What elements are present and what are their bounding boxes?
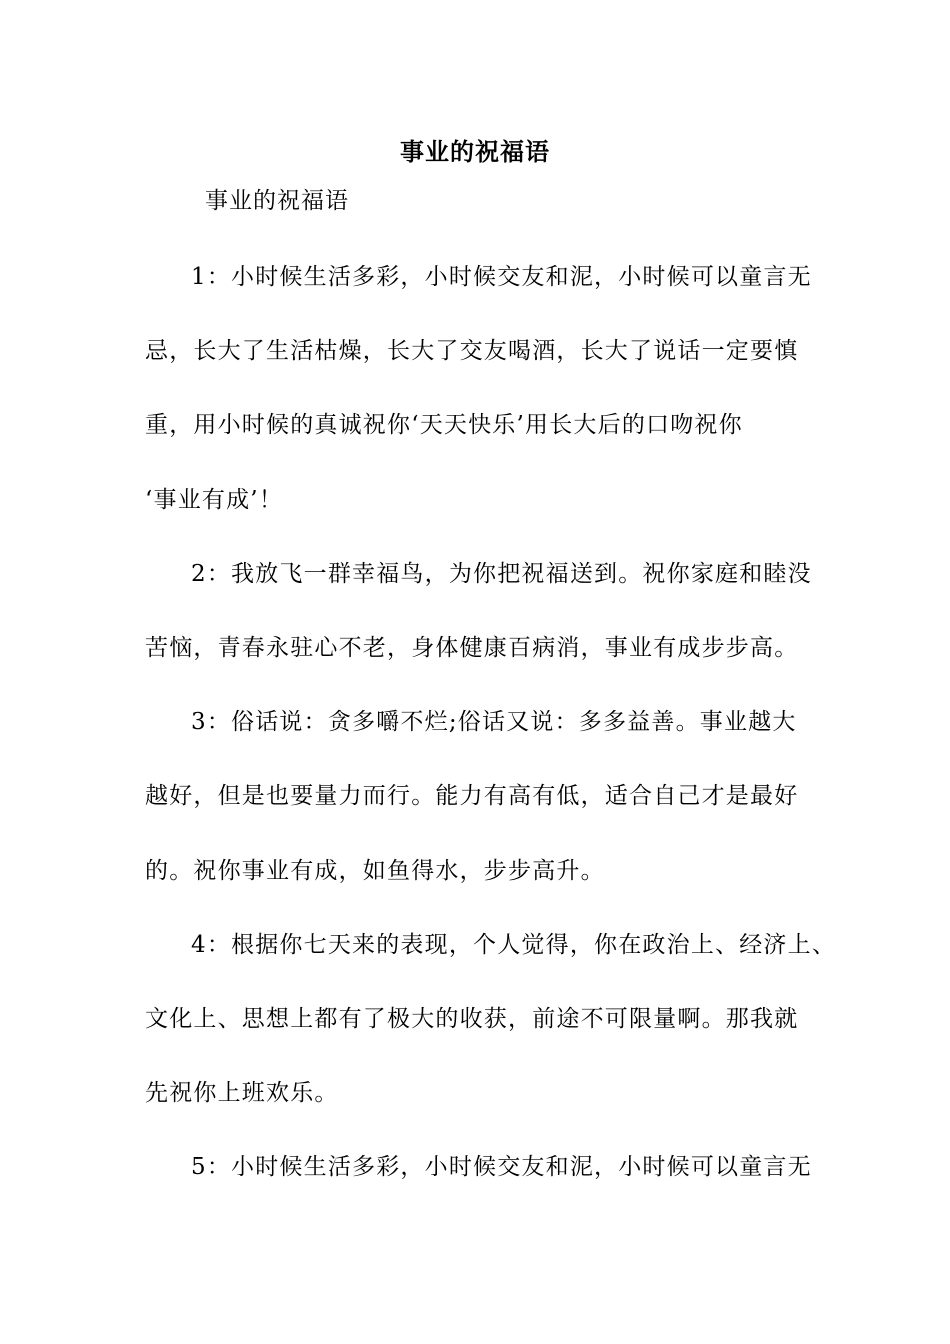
paragraph-1	[145, 252, 825, 549]
document-title: 事业的祝福语	[400, 137, 550, 166]
text-line: 越好，但是也要量力而行。能力有高有低，适合自己才是最好	[145, 783, 799, 810]
text-line: 5：小时候生活多彩，小时候交友和泥，小时候可以童言无	[191, 1154, 812, 1181]
text-line: ‘事业有成’！	[145, 486, 284, 513]
text-line: 4：根据你七天来的表现，个人觉得，你在政治上、经济上、	[191, 931, 837, 958]
text-line: 文化上、思想上都有了极大的收获，前途不可限量啊。那我就	[145, 1005, 799, 1032]
paragraph-3	[145, 697, 825, 920]
document-body	[145, 252, 837, 1216]
text-line: 2：我放飞一群幸福鸟，为你把祝福送到。祝你家庭和睦没	[191, 560, 812, 587]
text-line: 的。祝你事业有成，如鱼得水，步步高升。	[145, 857, 605, 884]
document-subtitle: 事业的祝福语	[205, 188, 349, 214]
text-line: 苦恼，青春永驻心不老，身体健康百病消，事业有成步步高。	[145, 634, 799, 661]
paragraph-2	[145, 549, 825, 697]
text-line: 忌，长大了生活枯燥，长大了交友喝酒，长大了说话一定要慎	[145, 338, 799, 365]
text-line: 重，用小时候的真诚祝你‘天天快乐’用长大后的口吻祝你	[145, 412, 743, 439]
text-line: 3：俗话说：贪多嚼不烂;俗话又说：多多益善。事业越大	[191, 709, 797, 736]
text-line: 先祝你上班欢乐。	[145, 1080, 339, 1107]
text-line: 1：小时候生活多彩，小时候交友和泥，小时候可以童言无	[191, 264, 812, 290]
paragraph-5	[145, 1142, 825, 1216]
paragraph-4	[145, 920, 837, 1143]
